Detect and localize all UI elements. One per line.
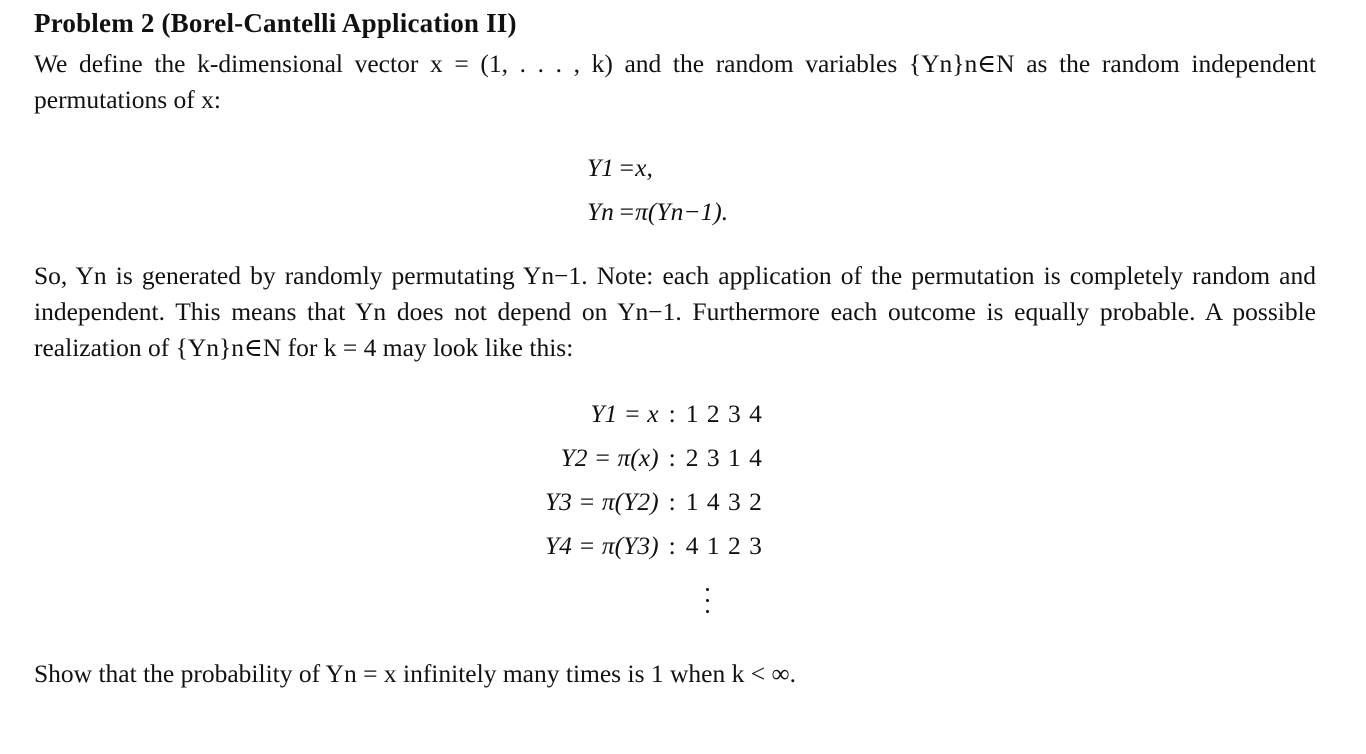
realization-lhs: Y4 = π(Y3) (545, 531, 659, 560)
realization-colon: : (668, 399, 676, 428)
realization-colon: : (668, 487, 676, 516)
definition-rhs: =π(Yn−1). (617, 197, 729, 226)
intro-paragraph: We define the k-dimensional vector x = (1, . . . , k) and the random variables {Yn}n∈N as the random independent permutations of x: (34, 49, 1316, 114)
realization-sequence: 2 3 1 4 (685, 443, 763, 472)
realization-lhs: Y1 = x (590, 399, 659, 428)
realization-lhs: Y2 = π(x) (560, 443, 659, 472)
realization-colon: : (668, 531, 676, 560)
ellipsis-dot (706, 599, 709, 602)
realization-colon: : (668, 443, 676, 472)
realization-sequence: 1 4 3 2 (685, 487, 763, 516)
task-paragraph: Show that the probability of Yn = x infinitely many times is 1 when k < ∞. (34, 659, 797, 688)
definition-lhs: Y1 (587, 153, 614, 182)
realization-table (545, 392, 763, 568)
explanation-paragraph: So, Yn is generated by randomly permutating Yn−1. Note: each application of the permutation is completely random and independent. This means that Yn does not depend on Yn−1. Furthermore each outcome is equally probable. A possible realization of {Yn}n∈N for k = 4 may look like this: (34, 261, 1316, 362)
definition-rhs: =x, (617, 153, 653, 182)
definition-lhs: Yn (587, 197, 614, 226)
realization-sequence: 1 2 3 4 (685, 399, 763, 428)
ellipsis-dot (706, 588, 709, 591)
ellipsis-dot (706, 610, 709, 613)
vertical-ellipsis (706, 588, 712, 620)
realization-sequence: 4 1 2 3 (685, 531, 763, 560)
definition-equations (587, 146, 728, 234)
problem-heading: Problem 2 (Borel-Cantelli Application II) (34, 8, 517, 38)
realization-lhs: Y3 = π(Y2) (545, 487, 659, 516)
